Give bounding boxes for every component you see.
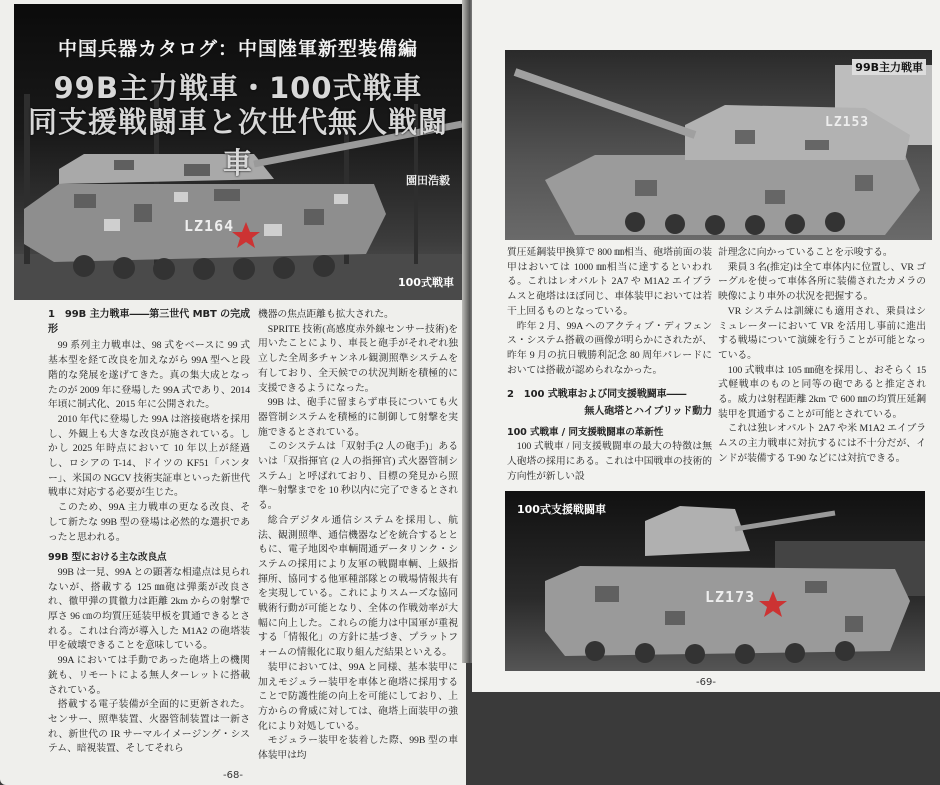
page-number: -69-: [696, 676, 716, 688]
paragraph: 100 式戦車は 105 ㎜砲を採用し、おそらく 15 式軽戦車のものと同等の砲であると推定される。威力は射程距離 2km で 600 ㎜の均質圧延鋼装甲を貫通することが可能とされている。: [718, 364, 926, 420]
paragraph: 装甲においては、99A と同様、基本装甲に加えモジュラー装甲を車体と砲塔に採用することで防護性能の向上を可能にしており、上方からの脅威に対しては、砲塔上面装甲の強化により対処している。: [258, 661, 458, 732]
hero-photo-type100-tank: [14, 4, 462, 300]
paragraph: 機器の焦点距離も拡大された。: [258, 309, 394, 320]
article-title-line2: 同支援戦闘車と次世代無人戦闘車: [27, 105, 448, 180]
right-text-columns: [472, 240, 940, 485]
left-page: [0, 0, 466, 785]
hull-number: LZ164: [184, 217, 235, 235]
paragraph: 99B は、砲手に留まらず車長についても火器管制システムを積極的に制御して射撃を実施できるとされている。: [258, 397, 458, 438]
left-text-columns: [0, 300, 466, 764]
paragraph: 質圧延鋼装甲換算で 800 ㎜相当、砲塔前面の装甲はおいては 1000 ㎜相当に達するといわれる。これはレオパルト 2A7 や M1A2 エイブラムスと砲塔はほぼ同じ、車体装甲においては若干上回るものとなっている。: [507, 247, 712, 317]
paragraph: モジュラー装甲を装着した際、99B 型の車体装甲は均: [258, 735, 458, 762]
right-page: [472, 0, 940, 692]
paragraph: 総合デジタル通信システムを採用し、航法、観測照準、通信機器などを統合するとともに、電子地図や車輌間通データリンク・システムの採用により友軍の戦闘車輌、上級指揮所、協同する他軍種部隊との戦場情報共有を実現している。これによりスムーズな協同戦術行動が可能となり、全体の作戦効率が大幅に向上した。これらの能力は中国軍が重視する「情報化」の方針に基づき、プラットフォームの情報化に取り組んだ結果といえる。: [258, 514, 458, 659]
photo-type100-support-vehicle: [505, 491, 925, 671]
photo-caption: 100式戦車: [398, 276, 454, 289]
paragraph: このため、99A 主力戦車の更なる改良、そして新たな 99B 型の登場は必然的な選択であったと思われる。: [48, 502, 250, 543]
tank-illustration: [505, 50, 932, 240]
text-column-2: [718, 246, 926, 467]
paragraph: 昨年 2 月、99A へのアクティブ・ディフェンス・システム搭載の画像が明らかにされたが、昨年 9 月の抗日戦勝利記念 80 周年パレードにおいては搭載が認められなかった。: [507, 320, 712, 376]
hull-number: LZ153: [825, 115, 870, 130]
article-title-line1: 99B主力戦車・100式戦車: [53, 71, 423, 105]
text-column-1: [48, 308, 250, 757]
series-kicker: 中国兵器カタログ：中国陸軍新型装備編: [57, 38, 418, 60]
paragraph: 99 系列主力戦車は、98 式をベースに 99 式基本型を経て改良を加えながら 99A 型へと段階的な発展を遂げてきた。真の集大成となったのが 2009 年に登場した 99A 式であり、2014 年頃に制式化、2015 年に公開された。: [48, 340, 250, 411]
photo-caption: 99B主力戦車: [852, 59, 926, 75]
text-column-1: [507, 246, 712, 485]
paragraph: 99A においては手動であった砲塔上の機関銃も、リモートによる無人ターレットに搭載されている。: [48, 655, 250, 696]
section-heading: 1 99B 主力戦車――第三世代 MBT の完成形: [48, 309, 250, 335]
hull-number: LZ173: [705, 587, 756, 606]
paragraph: 乗員 3 名(推定)は全て車体内に位置し、VR ゴーグルを使って車体各所に装備されたカメラの映像により車外の状況を把握する。: [718, 261, 926, 303]
photo-caption: 100式支援戦闘車: [517, 502, 606, 516]
subsection-heading: 99B 型における主な改良点: [48, 552, 167, 564]
photo-99b-tank: [505, 50, 932, 240]
author-name: 園田浩毅: [406, 174, 450, 187]
paragraph: これは独レオパルト 2A7 や米 M1A2 エイブラムスの主力戦車に対抗するには不十分だが、インドが装備する T-90 などには対抗できる。: [718, 423, 926, 464]
paragraph: 99B は一見、99A との顕著な相違点は見られないが、搭載する 125 ㎜砲は弾薬が改良され、徹甲弾の貫徹力は距離 2km からの射撃で厚さ 96 ㎝の均質圧延装甲板を貫通できるとされる。これは台湾が導入した M1A2 の砲塔装甲を破壊できることを意味している。: [48, 566, 250, 652]
paragraph: 2010 年代に登場した 99A は溶接砲塔を採用し、外観上も大きな改良が施されている。しかし 2025 年時点において 10 年以上が経過し、ロシアの T-14、ドイツの KF51「パンター」、米国の NGCV 技術実証車といった新世代戦車に対応する必要が生じた。: [48, 413, 250, 499]
paragraph: VR システムは訓練にも適用され、乗員はシミュレーターにおいて VR を活用し事前に進出する戦場について演練を行うことが可能となっている。: [718, 305, 926, 361]
page-number: -68-: [223, 769, 243, 781]
text-column-2: [258, 308, 458, 764]
paragraph: 100 式戦車 / 同支援戦闘車の最大の特徴は無人砲塔の採用にある。これは中国戦車の技術的方向性が新しい設: [507, 441, 712, 482]
vehicle-illustration: [505, 491, 925, 671]
paragraph: 搭載する電子装備が全面的に更新された。センサー、照準装置、火器管制装置は一新され、新世代の IR サーマルイメージング・システム、暗視装置、そしてそれら: [48, 699, 250, 755]
paragraph: 計理念に向かっていることを示唆する。: [718, 247, 893, 258]
paragraph: SPRITE 技術(高感度赤外線センサー技術)を用いたことにより、車長と砲手がそれぞれ独立した全周多チャンネル観測照準システムを有しており、全天候での状況判断を積極的に支援できるようになった。: [258, 323, 458, 394]
section-heading: 2 100 式戦車および同支援戦闘車――: [507, 389, 687, 401]
subsection-heading: 100 式戦車 / 同支援戦闘車の革新性: [507, 426, 664, 438]
section-subheading: 無人砲塔とハイブリッド動力: [584, 406, 712, 418]
paragraph: このシステムは「双射手(2 人の砲手)」あるいは「双指揮官 (2 人の指揮官) 式火器管制システム」と呼ばれており、目標の発見から照準～射撃までを 10 秒以内に完了できるとされる。: [258, 441, 458, 512]
